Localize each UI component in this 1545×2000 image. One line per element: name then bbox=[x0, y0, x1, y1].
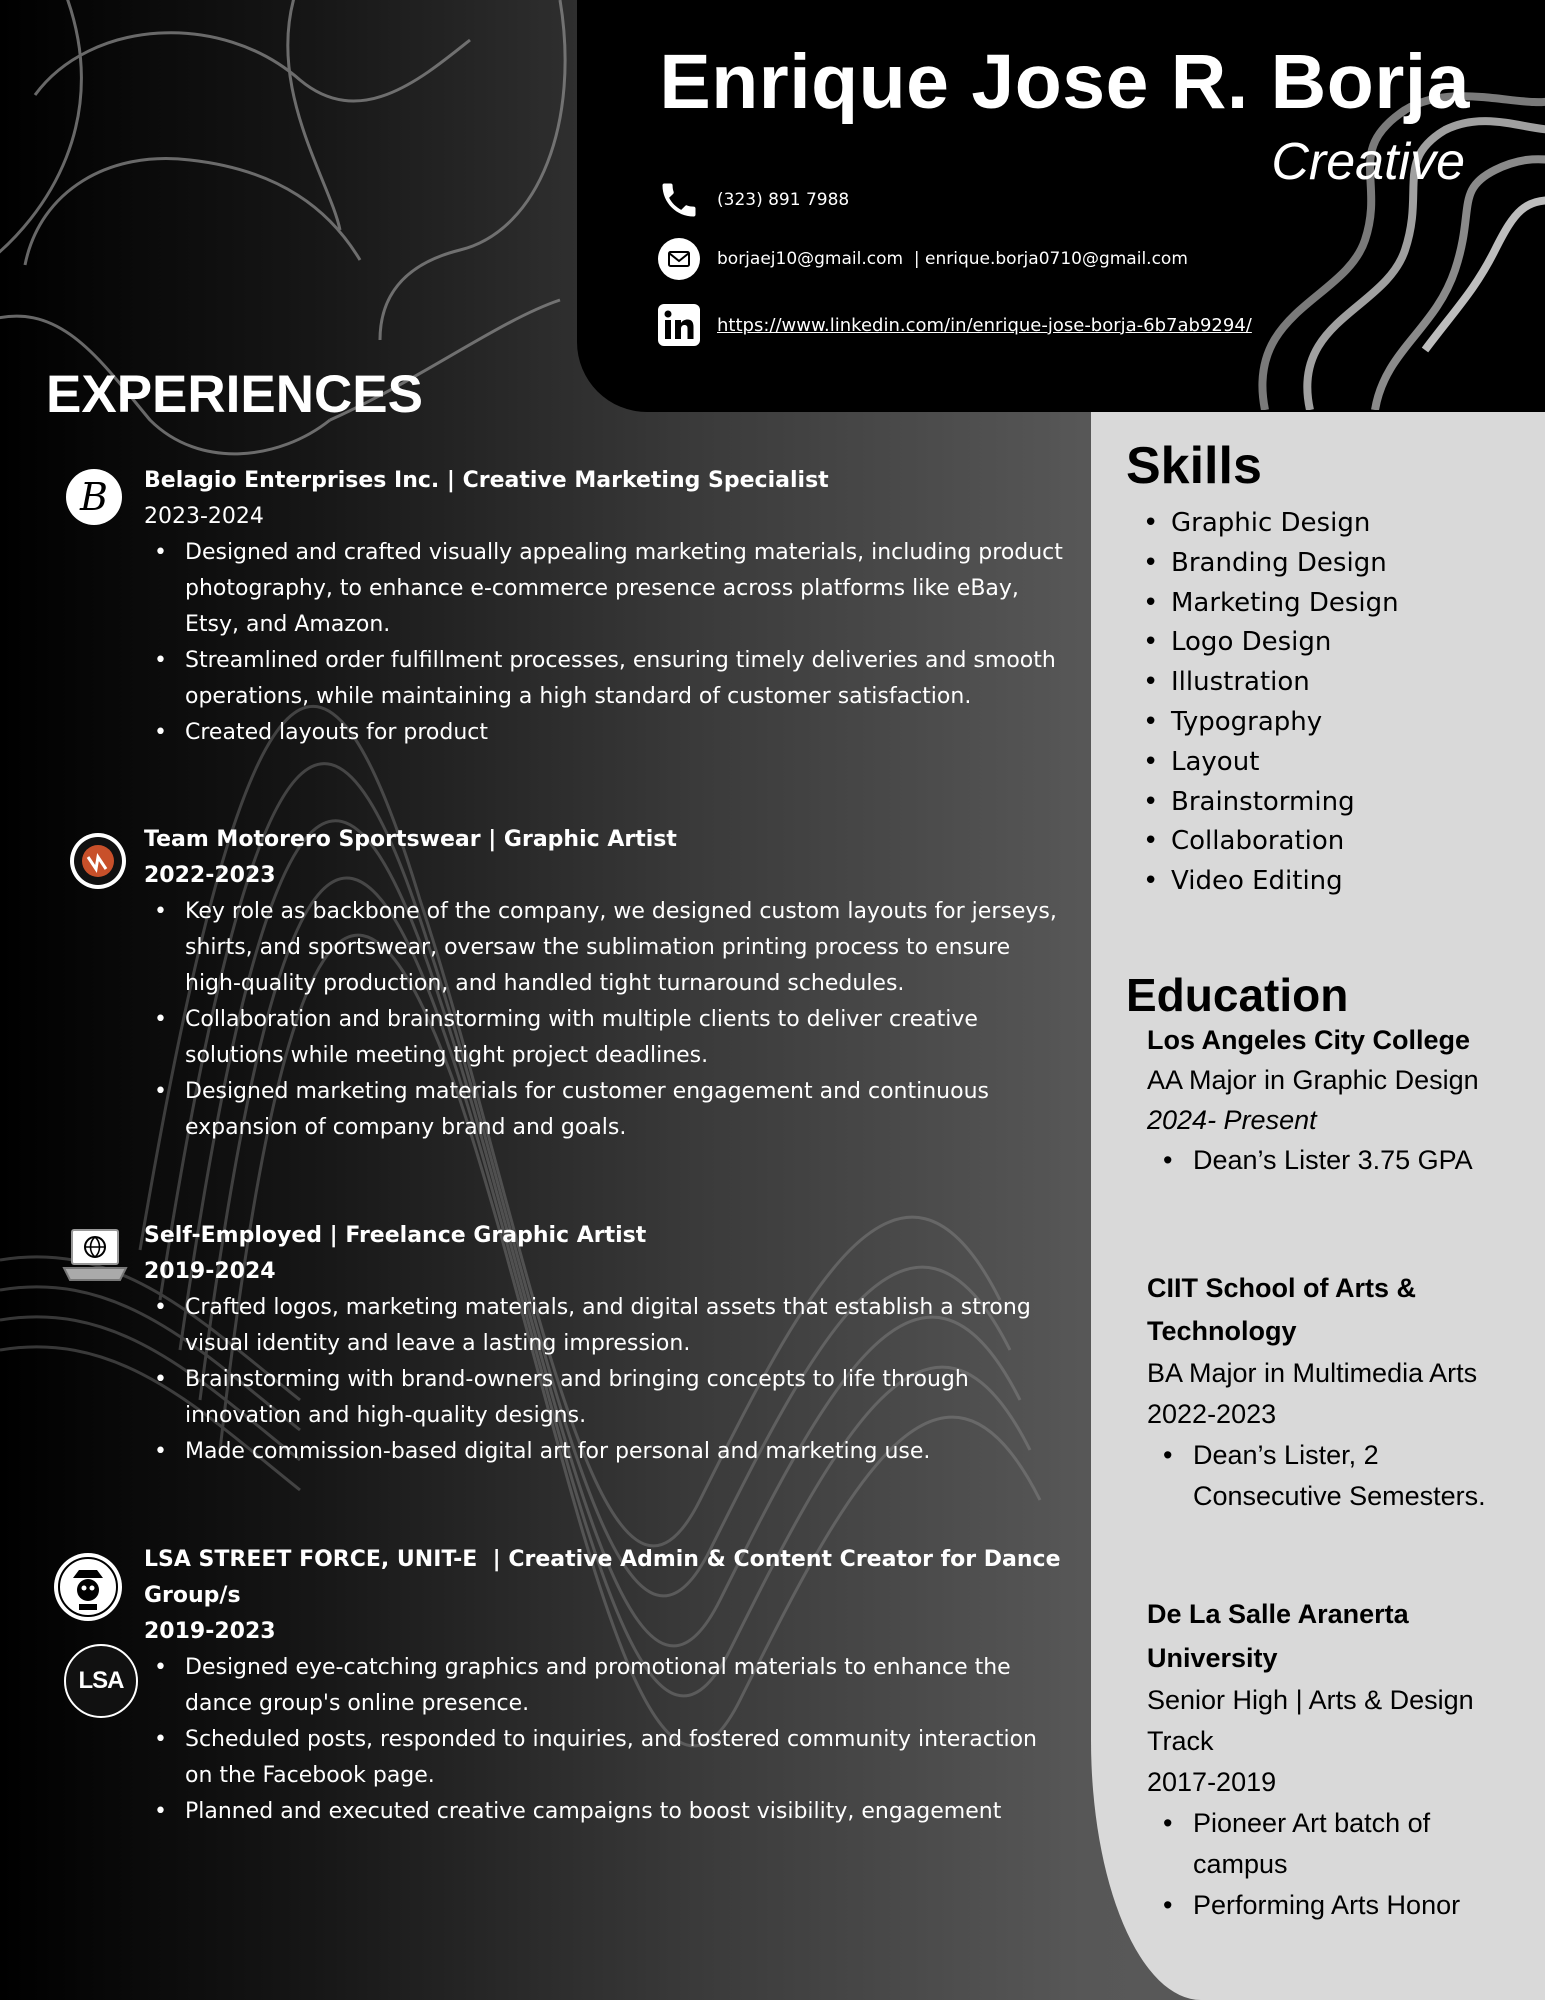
job-entry bbox=[144, 822, 1064, 1146]
job-bullet: • Planned and executed creative campaigns to boost visibility, engagement bbox=[144, 1794, 1064, 1830]
job-years: 2022-2023 bbox=[144, 863, 276, 888]
degree: Senior High | Arts & Design Track bbox=[1147, 1685, 1474, 1756]
laptop-globe-icon bbox=[62, 1228, 128, 1289]
contact-linkedin bbox=[657, 303, 1252, 347]
job-bullet: • Created layouts for product bbox=[144, 715, 1064, 751]
education-bullet: • Performing Arts Honor bbox=[1147, 1885, 1517, 1926]
education-heading: Education bbox=[1126, 969, 1349, 1021]
education-bullet: • Dean’s Lister 3.75 GPA bbox=[1147, 1140, 1517, 1180]
education-entry bbox=[1147, 1592, 1517, 1926]
job-bullet: • Scheduled posts, responded to inquiries, and fostered community interaction on the Facebook page. bbox=[144, 1722, 1064, 1794]
street-force-logo bbox=[54, 1553, 122, 1621]
job-bullets bbox=[144, 894, 1064, 1146]
skill-item: • Typography bbox=[1171, 703, 1399, 743]
job-bullet: • Collaboration and brainstorming with multiple clients to deliver creative solutions while meeting tight project deadlines. bbox=[144, 1002, 1064, 1074]
skill-item: • Marketing Design bbox=[1171, 584, 1399, 624]
phone-icon bbox=[657, 178, 701, 222]
school-name: CIIT School of Arts & Technology bbox=[1147, 1273, 1416, 1346]
job-bullet: • Key role as backbone of the company, we designed custom layouts for jerseys, shirts, and sportswear, oversaw the sublimation printing process to ensure high-quality production, and handled tight turnaround schedules. bbox=[144, 894, 1064, 1002]
job-entry bbox=[144, 1542, 1069, 1830]
degree: AA Major in Graphic Design bbox=[1147, 1065, 1479, 1095]
job-title: Team Motorero Sportswear | Graphic Artist bbox=[144, 827, 677, 852]
skill-item: • Logo Design bbox=[1171, 623, 1399, 663]
job-bullets bbox=[144, 1650, 1064, 1830]
skill-item: • Collaboration bbox=[1171, 822, 1399, 862]
job-title: Self-Employed | Freelance Graphic Artist bbox=[144, 1223, 647, 1248]
phone-number: (323) 891 7988 bbox=[717, 190, 850, 210]
email-addresses[interactable]: borjaej10@gmail.com | enrique.borja0710@gmail.com bbox=[717, 249, 1188, 269]
job-bullet: • Designed eye-catching graphics and promotional materials to enhance the dance group's online presence. bbox=[144, 1650, 1064, 1722]
school-name: De La Salle Aranerta University bbox=[1147, 1599, 1409, 1673]
header bbox=[577, 0, 1545, 412]
linkedin-link[interactable]: https://www.linkedin.com/in/enrique-jose-borja-6b7ab9294/ bbox=[717, 314, 1252, 336]
experiences-heading: EXPERIENCES bbox=[46, 365, 424, 424]
job-bullet: • Made commission-based digital art for personal and marketing use. bbox=[144, 1434, 1064, 1470]
job-bullet: • Brainstorming with brand-owners and bringing concepts to life through innovation and high-quality designs. bbox=[144, 1362, 1064, 1434]
contact-email bbox=[657, 237, 1188, 281]
education-bullets bbox=[1147, 1140, 1517, 1180]
job-entry bbox=[144, 1218, 1064, 1470]
candidate-name: Enrique Jose R. Borja bbox=[659, 39, 1470, 125]
education-entry bbox=[1147, 1267, 1517, 1517]
skill-item: • Video Editing bbox=[1171, 862, 1399, 902]
education-bullet: • Dean’s Lister, 2 Consecutive Semesters. bbox=[1147, 1435, 1517, 1517]
education-bullets bbox=[1147, 1435, 1517, 1517]
skill-item: • Graphic Design bbox=[1171, 504, 1399, 544]
education-years: 2024- Present bbox=[1147, 1105, 1317, 1135]
job-bullets bbox=[144, 1290, 1064, 1470]
candidate-role: Creative bbox=[1271, 133, 1465, 191]
education-years: 2017-2019 bbox=[1147, 1767, 1277, 1797]
job-title: LSA STREET FORCE, UNIT-E | Creative Admin & Content Creator for Dance Group/s bbox=[144, 1547, 1069, 1608]
education-bullet: • Pioneer Art batch of campus bbox=[1147, 1803, 1517, 1885]
skill-item: • Branding Design bbox=[1171, 544, 1399, 584]
mail-icon bbox=[657, 237, 701, 281]
education-entry bbox=[1147, 1020, 1517, 1180]
skill-item: • Brainstorming bbox=[1171, 783, 1399, 823]
belagio-logo: B bbox=[66, 469, 122, 525]
skill-item: • Layout bbox=[1171, 743, 1399, 783]
job-bullet: • Designed marketing materials for customer engagement and continuous expansion of company brand and goals. bbox=[144, 1074, 1064, 1146]
education-bullets bbox=[1147, 1803, 1517, 1926]
job-years: 2019-2023 bbox=[144, 1619, 276, 1644]
contact-phone bbox=[657, 178, 849, 222]
job-years: 2019-2024 bbox=[144, 1259, 276, 1284]
job-title: Belagio Enterprises Inc. | Creative Marketing Specialist bbox=[144, 468, 829, 493]
job-bullet: • Designed and crafted visually appealing marketing materials, including product photography, to enhance e-commerce presence across platforms like eBay, Etsy, and Amazon. bbox=[144, 535, 1064, 643]
team-motorero-logo bbox=[70, 833, 126, 889]
job-bullets bbox=[144, 535, 1064, 751]
linkedin-icon bbox=[657, 303, 701, 347]
job-bullet: • Crafted logos, marketing materials, and digital assets that establish a strong visual identity and leave a lasting impression. bbox=[144, 1290, 1064, 1362]
education-years: 2022-2023 bbox=[1147, 1399, 1277, 1429]
job-years: 2023-2024 bbox=[144, 504, 264, 529]
skills-heading: Skills bbox=[1126, 437, 1262, 495]
sidebar-panel bbox=[1091, 412, 1545, 2000]
skill-item: • Illustration bbox=[1171, 663, 1399, 703]
job-entry bbox=[144, 463, 1064, 751]
school-name: Los Angeles City College bbox=[1147, 1025, 1471, 1055]
degree: BA Major in Multimedia Arts bbox=[1147, 1358, 1478, 1388]
skills-list bbox=[1171, 504, 1399, 902]
job-bullet: • Streamlined order fulfillment processes, ensuring timely deliveries and smooth operations, while maintaining a high standard of customer satisfaction. bbox=[144, 643, 1064, 715]
lsa-logo: LSA bbox=[64, 1644, 138, 1718]
